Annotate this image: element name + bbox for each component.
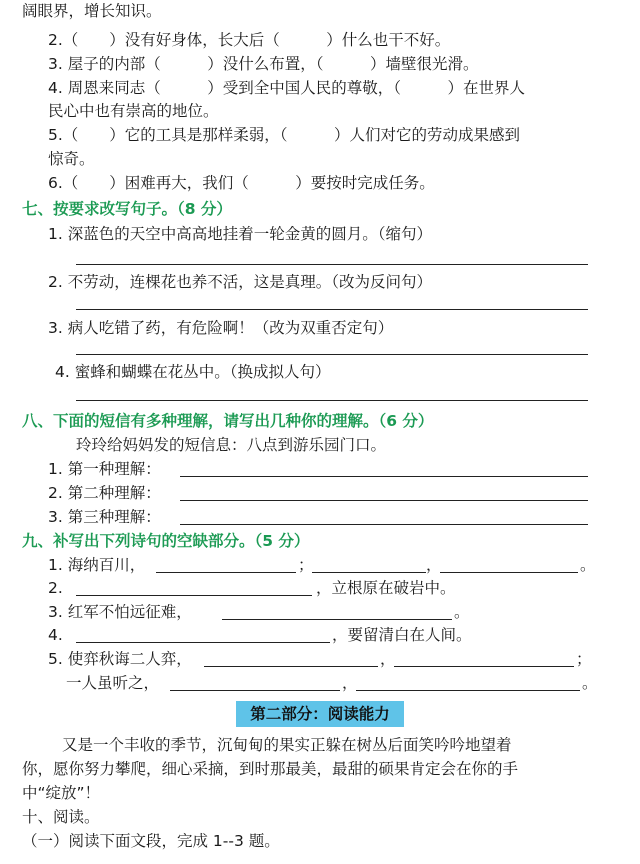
poem-punct: 。	[580, 556, 596, 574]
answer-line[interactable]	[180, 500, 588, 501]
poem-punct: ；	[298, 556, 314, 574]
poem-blank[interactable]	[170, 690, 340, 691]
question-line: 4. 周恩来同志（ ）受到全中国人民的尊敬，（ ）在世界人	[48, 79, 525, 97]
answer-line[interactable]	[76, 400, 588, 401]
poem-line: 4.	[48, 626, 63, 644]
question-line: 民心中也有崇高的地位。	[48, 102, 219, 120]
poem-line: ，要留清白在人间。	[332, 626, 472, 644]
poem-blank[interactable]	[76, 595, 312, 596]
poem-line: 2.	[48, 579, 63, 597]
poem-punct: ，	[380, 650, 396, 668]
reading-paragraph: 又是一个丰收的季节，沉甸甸的果实正躲在树丛后面笑吟吟地望着	[62, 736, 512, 754]
question-line: 6.（ ）困难再大，我们（ ）要按时完成任务。	[48, 174, 435, 192]
poem-blank[interactable]	[156, 572, 296, 573]
section-heading: 七、按要求改写句子。（8 分）	[22, 200, 232, 218]
poem-line: 5. 使弈秋诲二人弈，	[48, 650, 192, 668]
section-heading: 八、下面的短信有多种理解，请写出几种你的理解。（6 分）	[22, 412, 434, 430]
text-line: 阔眼界，增长知识。	[22, 2, 162, 20]
poem-punct: ；	[576, 650, 592, 668]
poem-line: ，立根原在破岩中。	[316, 579, 456, 597]
poem-blank[interactable]	[204, 666, 378, 667]
reading-paragraph: 你，愿你努力攀爬，细心采摘，到时那最美，最甜的硕果肯定会在你的手	[22, 760, 519, 778]
poem-line: 一人虽听之，	[66, 674, 160, 692]
answer-line[interactable]	[76, 264, 588, 265]
answer-line[interactable]	[76, 309, 588, 310]
poem-punct: ，	[426, 556, 442, 574]
poem-blank[interactable]	[76, 642, 330, 643]
reading-paragraph: 中“绽放”！	[22, 784, 101, 802]
section-heading: 九、补写出下列诗句的空缺部分。（5 分）	[22, 532, 310, 550]
poem-line: 1. 海纳百川，	[48, 556, 146, 574]
poem-blank[interactable]	[222, 619, 452, 620]
poem-punct: 。	[582, 674, 598, 692]
question-line: 5.（ ）它的工具是那样柔弱，（ ）人们对它的劳动成果感到	[48, 126, 521, 144]
section-title: 十、阅读。	[22, 808, 100, 826]
understanding-label: 3. 第三种理解：	[48, 508, 161, 526]
understanding-label: 1. 第一种理解：	[48, 460, 161, 478]
subsection-title: （一）阅读下面文段，完成 1--3 题。	[22, 832, 280, 850]
question-line: 2.（ ）没有好身体，长大后（ ）什么也干不好。	[48, 31, 451, 49]
message-text: 玲玲给妈妈发的短信息：八点到游乐园门口。	[76, 436, 387, 454]
question-line: 1. 深蓝色的天空中高高地挂着一轮金黄的圆月。（缩句）	[48, 225, 432, 243]
answer-line[interactable]	[180, 524, 588, 525]
question-line: 4. 蜜蜂和蝴蝶在花丛中。（换成拟人句）	[55, 363, 331, 381]
poem-punct: ，	[342, 674, 358, 692]
poem-line: 3. 红军不怕远征难，	[48, 603, 192, 621]
question-line: 2. 不劳动，连棵花也养不活，这是真理。（改为反问句）	[48, 273, 432, 291]
answer-line[interactable]	[76, 354, 588, 355]
poem-blank[interactable]	[440, 572, 578, 573]
poem-blank[interactable]	[394, 666, 574, 667]
understanding-label: 2. 第二种理解：	[48, 484, 161, 502]
poem-blank[interactable]	[356, 690, 580, 691]
question-line: 惊奇。	[48, 150, 95, 168]
question-line: 3. 屋子的内部（ ）没什么布置，（ ）墙壁很光滑。	[48, 55, 479, 73]
answer-line[interactable]	[180, 476, 588, 477]
poem-punct: 。	[454, 603, 470, 621]
poem-blank[interactable]	[312, 572, 426, 573]
part-two-badge: 第二部分：阅读能力	[236, 701, 404, 727]
question-line: 3. 病人吃错了药，有危险啊！（改为双重否定句）	[48, 319, 394, 337]
